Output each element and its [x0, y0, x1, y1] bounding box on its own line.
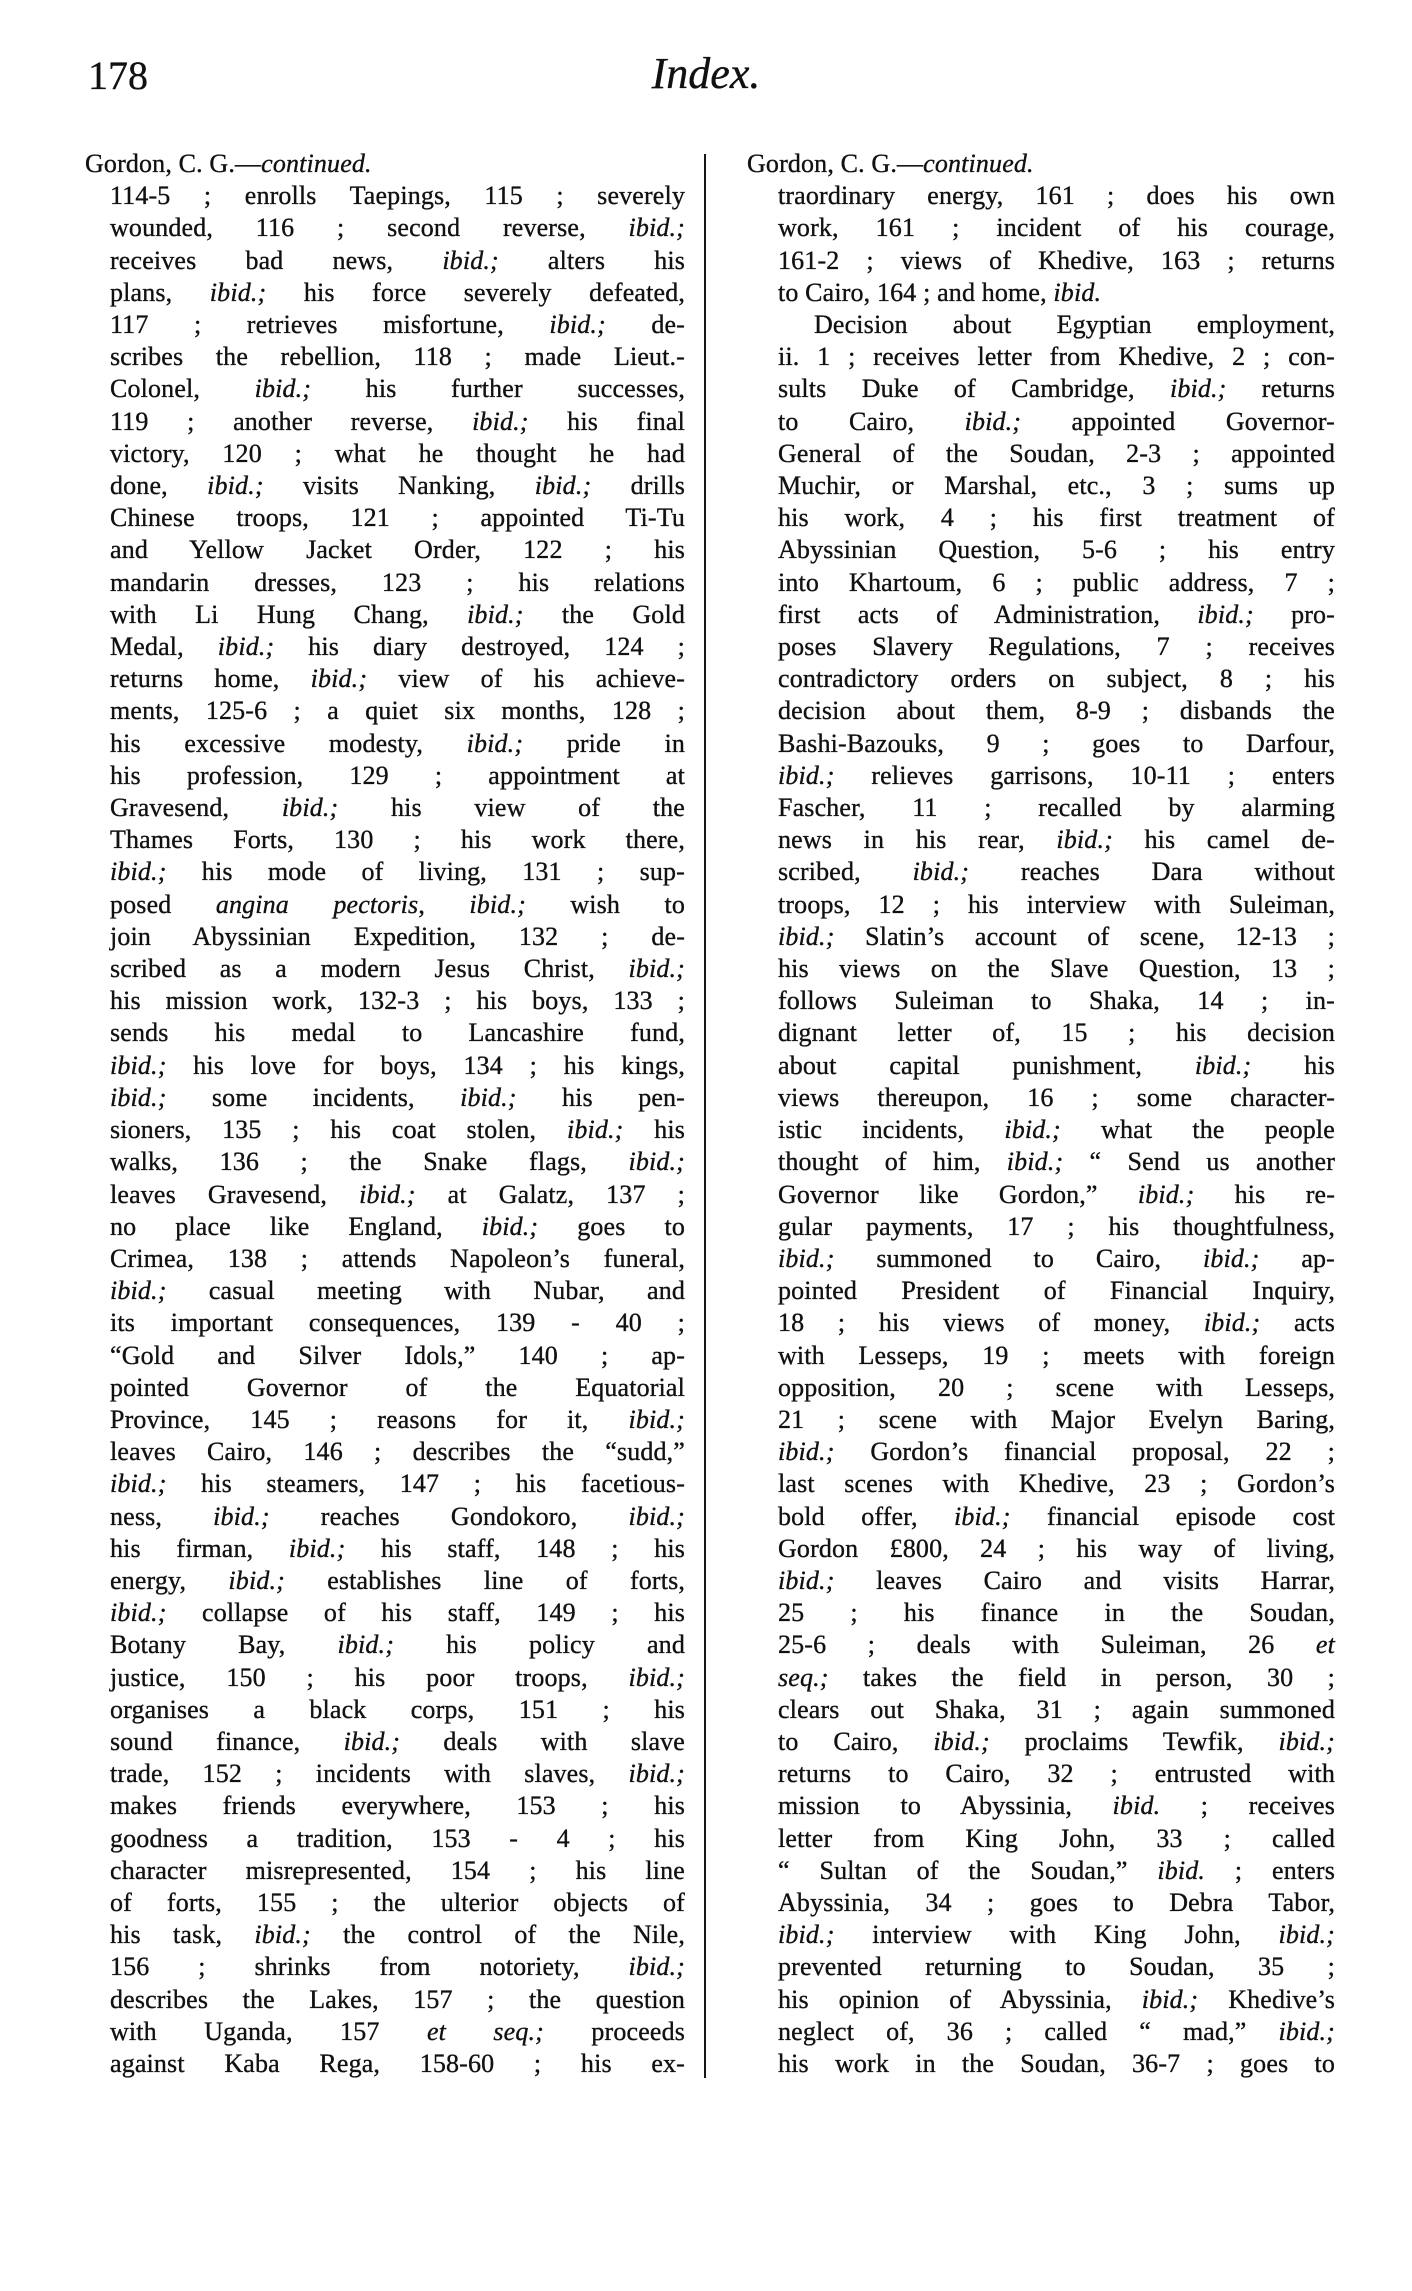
entry-body [778, 180, 1335, 2080]
text-line: scribes the rebellion, 118 ; made Lieut.- [110, 342, 685, 372]
text-line: Thames Forts, 130 ; his work there, [110, 825, 685, 855]
text-line: “ Sultan of the Soudan,” ibid. ; enters [778, 1855, 1335, 1885]
text-line: plans, ibid.; his force severely defeated, [110, 277, 685, 307]
text-line: Province, 145 ; reasons for it, ibid.; [110, 1404, 685, 1434]
text-line: 18 ; his views of money, ibid.; acts [778, 1308, 1335, 1338]
text-line: ments, 125-6 ; a quiet six months, 128 ; [110, 696, 685, 726]
text-line: receives bad news, ibid.; alters his [110, 245, 685, 275]
page-number: 178 [88, 53, 148, 98]
text-line: thought of him, ibid.; “ Send us another [778, 1147, 1336, 1177]
text-line: Chinese troops, 121 ; appointed Ti-Tu [110, 503, 685, 533]
text-line: 114-5 ; enrolls Taepings, 115 ; severely [110, 181, 685, 211]
text-line: leaves Cairo, 146 ; describes the “sudd,” [110, 1437, 685, 1467]
text-line: Abyssinian Question, 5-6 ; his entry [778, 535, 1335, 565]
text-line: Decision about Egyptian employment, [814, 310, 1335, 340]
entry-heading: Gordon, C. G.—continued. [85, 149, 372, 178]
text-line: seq.; takes the field in person, 30 ; [778, 1662, 1335, 1692]
text-line: sioners, 135 ; his coat stolen, ibid.; his [110, 1115, 685, 1145]
text-line: against Kaba Rega, 158-60 ; his ex- [110, 2048, 685, 2078]
text-line: poses Slavery Regulations, 7 ; receives [778, 632, 1335, 662]
entry-heading: Gordon, C. G.—continued. [747, 149, 1034, 178]
text-line: makes friends everywhere, 153 ; his [110, 1791, 685, 1821]
text-line: done, ibid.; visits Nanking, ibid.; drills [110, 471, 685, 501]
column-divider [704, 154, 706, 2078]
text-line: sound finance, ibid.; deals with slave [110, 1726, 686, 1756]
text-line: news in his rear, ibid.; his camel de- [778, 825, 1335, 855]
text-line: with Li Hung Chang, ibid.; the Gold [110, 599, 685, 629]
index-column [85, 148, 685, 2080]
text-line: scribed as a modern Jesus Christ, ibid.; [110, 954, 685, 984]
text-line: opposition, 20 ; scene with Lesseps, [778, 1372, 1335, 1402]
text-line: to Cairo, ibid.; proclaims Tewfik, ibid.; [778, 1726, 1335, 1756]
text-line: energy, ibid.; establishes line of forts, [110, 1565, 685, 1595]
text-line: and Yellow Jacket Order, 122 ; his [110, 535, 685, 565]
text-line: Abyssinia, 34 ; goes to Debra Tabor, [778, 1887, 1335, 1917]
text-line: Muchir, or Marshal, etc., 3 ; sums up [778, 471, 1335, 501]
index-column [747, 148, 1335, 2080]
text-line: his work, 4 ; his first treatment of [778, 503, 1335, 533]
text-line: no place like England, ibid.; goes to [110, 1211, 685, 1241]
text-line: bold offer, ibid.; financial episode cost [778, 1501, 1335, 1531]
text-line: organises a black corps, 151 ; his [110, 1694, 685, 1724]
text-line: sults Duke of Cambridge, ibid.; returns [778, 374, 1335, 404]
text-line: his excessive modesty, ibid.; pride in [110, 728, 685, 758]
text-line: ii. 1 ; receives letter from Khedive, 2 ; con- [778, 342, 1335, 372]
text-line: Bashi-Bazouks, 9 ; goes to Darfour, [778, 728, 1335, 758]
text-line: leaves Gravesend, ibid.; at Galatz, 137 ; [110, 1179, 685, 1209]
text-line: 117 ; retrieves misfortune, ibid.; de- [110, 310, 685, 340]
text-line: with Uganda, 157 et seq.; proceeds [110, 2016, 685, 2046]
text-line: Medal, ibid.; his diary destroyed, 124 ; [110, 632, 685, 662]
text-line: mandarin dresses, 123 ; his relations [110, 567, 685, 597]
text-line: prevented returning to Soudan, 35 ; [778, 1952, 1335, 1982]
text-line: Governor like Gordon,” ibid.; his re- [778, 1179, 1336, 1209]
text-line: about capital punishment, ibid.; his [778, 1050, 1335, 1080]
text-line: ibid.; some incidents, ibid.; his pen- [110, 1082, 685, 1112]
text-line: his firman, ibid.; his staff, 148 ; his [110, 1533, 685, 1563]
text-line: traordinary energy, 161 ; does his own [778, 181, 1335, 211]
text-line: walks, 136 ; the Snake flags, ibid.; [110, 1147, 685, 1177]
text-line: trade, 152 ; incidents with slaves, ibid.; [110, 1759, 685, 1789]
text-line: Fascher, 11 ; recalled by alarming [778, 793, 1335, 823]
text-line: work, 161 ; incident of his courage, [778, 213, 1335, 243]
text-line: to Cairo, 164 ; and home, ibid. [778, 277, 1102, 307]
text-line: ibid.; Gordon’s financial proposal, 22 ; [778, 1437, 1335, 1467]
text-line: ness, ibid.; reaches Gondokoro, ibid.; [110, 1501, 685, 1531]
text-line: ibid.; leaves Cairo and visits Harrar, [778, 1565, 1335, 1595]
text-line: ibid.; his mode of living, 131 ; sup- [110, 857, 685, 887]
entry-body [110, 180, 685, 2080]
text-line: 161-2 ; views of Khedive, 163 ; returns [778, 245, 1335, 275]
text-line: Crimea, 138 ; attends Napoleon’s funeral, [110, 1243, 685, 1273]
text-line: wounded, 116 ; second reverse, ibid.; [110, 213, 685, 243]
text-line: describes the Lakes, 157 ; the question [110, 1984, 685, 2014]
text-line: ibid.; his love for boys, 134 ; his kings, [110, 1050, 685, 1080]
text-line: his task, ibid.; the control of the Nile, [110, 1920, 685, 1950]
text-line: first acts of Administration, ibid.; pro- [778, 599, 1335, 629]
text-line: justice, 150 ; his poor troops, ibid.; [110, 1662, 685, 1692]
text-line: 25 ; his finance in the Soudan, [778, 1598, 1335, 1628]
text-line: his work in the Soudan, 36-7 ; goes to [778, 2048, 1335, 2078]
text-line: neglect of, 36 ; called “ mad,” ibid.; [778, 2016, 1335, 2046]
text-line: join Abyssinian Expedition, 132 ; de- [110, 921, 685, 951]
text-line: to Cairo, ibid.; appointed Governor- [778, 406, 1335, 436]
text-line: ibid.; interview with King John, ibid.; [778, 1920, 1335, 1950]
text-line: follows Suleiman to Shaka, 14 ; in- [778, 986, 1335, 1016]
text-line: Botany Bay, ibid.; his policy and [110, 1630, 685, 1660]
text-line: goodness a tradition, 153 - 4 ; his [110, 1823, 685, 1853]
text-line: ibid.; Slatin’s account of scene, 12-13 ; [778, 921, 1335, 951]
text-line: ibid.; his steamers, 147 ; his facetious- [110, 1469, 685, 1499]
text-line: its important consequences, 139 - 40 ; [110, 1308, 685, 1338]
text-line: returns home, ibid.; view of his achieve- [110, 664, 685, 694]
text-line: contradictory orders on subject, 8 ; his [778, 664, 1335, 694]
text-line: scribed, ibid.; reaches Dara without [778, 857, 1335, 887]
text-line: Gravesend, ibid.; his view of the [110, 793, 685, 823]
text-line: troops, 12 ; his interview with Suleiman, [778, 889, 1335, 919]
text-line: istic incidents, ibid.; what the people [778, 1115, 1335, 1145]
text-line: ibid.; relieves garrisons, 10-11 ; enters [778, 760, 1335, 790]
text-line: posed angina pectoris, ibid.; wish to [110, 889, 685, 919]
text-line: victory, 120 ; what he thought he had [110, 438, 685, 468]
text-line: views thereupon, 16 ; some character- [778, 1082, 1335, 1112]
text-line: General of the Soudan, 2-3 ; appointed [778, 438, 1335, 468]
text-line: character misrepresented, 154 ; his line [110, 1855, 685, 1885]
text-line: his profession, 129 ; appointment at [110, 760, 685, 790]
text-line: “Gold and Silver Idols,” 140 ; ap- [110, 1340, 685, 1370]
text-line: pointed Governor of the Equatorial [110, 1372, 685, 1402]
text-line: 25-6 ; deals with Suleiman, 26 et [778, 1630, 1335, 1660]
text-line: mission to Abyssinia, ibid. ; receives [778, 1791, 1335, 1821]
text-line: letter from King John, 33 ; called [778, 1823, 1335, 1853]
text-line: into Khartoum, 6 ; public address, 7 ; [778, 567, 1335, 597]
text-line: pointed President of Financial Inquiry, [778, 1276, 1335, 1306]
text-line: decision about them, 8-9 ; disbands the [778, 696, 1335, 726]
text-line: 119 ; another reverse, ibid.; his final [110, 406, 685, 436]
text-line: his views on the Slave Question, 13 ; [778, 954, 1335, 984]
text-line: ibid.; collapse of his staff, 149 ; his [110, 1598, 685, 1628]
text-line: 21 ; scene with Major Evelyn Baring, [778, 1404, 1335, 1434]
text-line: his opinion of Abyssinia, ibid.; Khedive’s [778, 1984, 1335, 2014]
text-line: 156 ; shrinks from notoriety, ibid.; [110, 1952, 685, 1982]
page-header-title: Index. [651, 49, 761, 98]
text-line: his mission work, 132-3 ; his boys, 133 ; [110, 986, 685, 1016]
text-line: sends his medal to Lancashire fund, [110, 1018, 685, 1048]
text-line: Gordon £800, 24 ; his way of living, [778, 1533, 1335, 1563]
text-line: clears out Shaka, 31 ; again summoned [778, 1694, 1335, 1724]
text-line: dignant letter of, 15 ; his decision [778, 1018, 1335, 1048]
text-line: returns to Cairo, 32 ; entrusted with [778, 1759, 1335, 1789]
text-line: last scenes with Khedive, 23 ; Gordon’s [778, 1469, 1335, 1499]
text-line: ibid.; summoned to Cairo, ibid.; ap- [778, 1243, 1335, 1273]
text-line: gular payments, 17 ; his thoughtfulness, [778, 1211, 1335, 1241]
text-line: with Lesseps, 19 ; meets with foreign [778, 1340, 1335, 1370]
text-line: ibid.; casual meeting with Nubar, and [110, 1276, 685, 1306]
text-line: of forts, 155 ; the ulterior objects of [110, 1887, 685, 1917]
text-line: Colonel, ibid.; his further successes, [110, 374, 685, 404]
